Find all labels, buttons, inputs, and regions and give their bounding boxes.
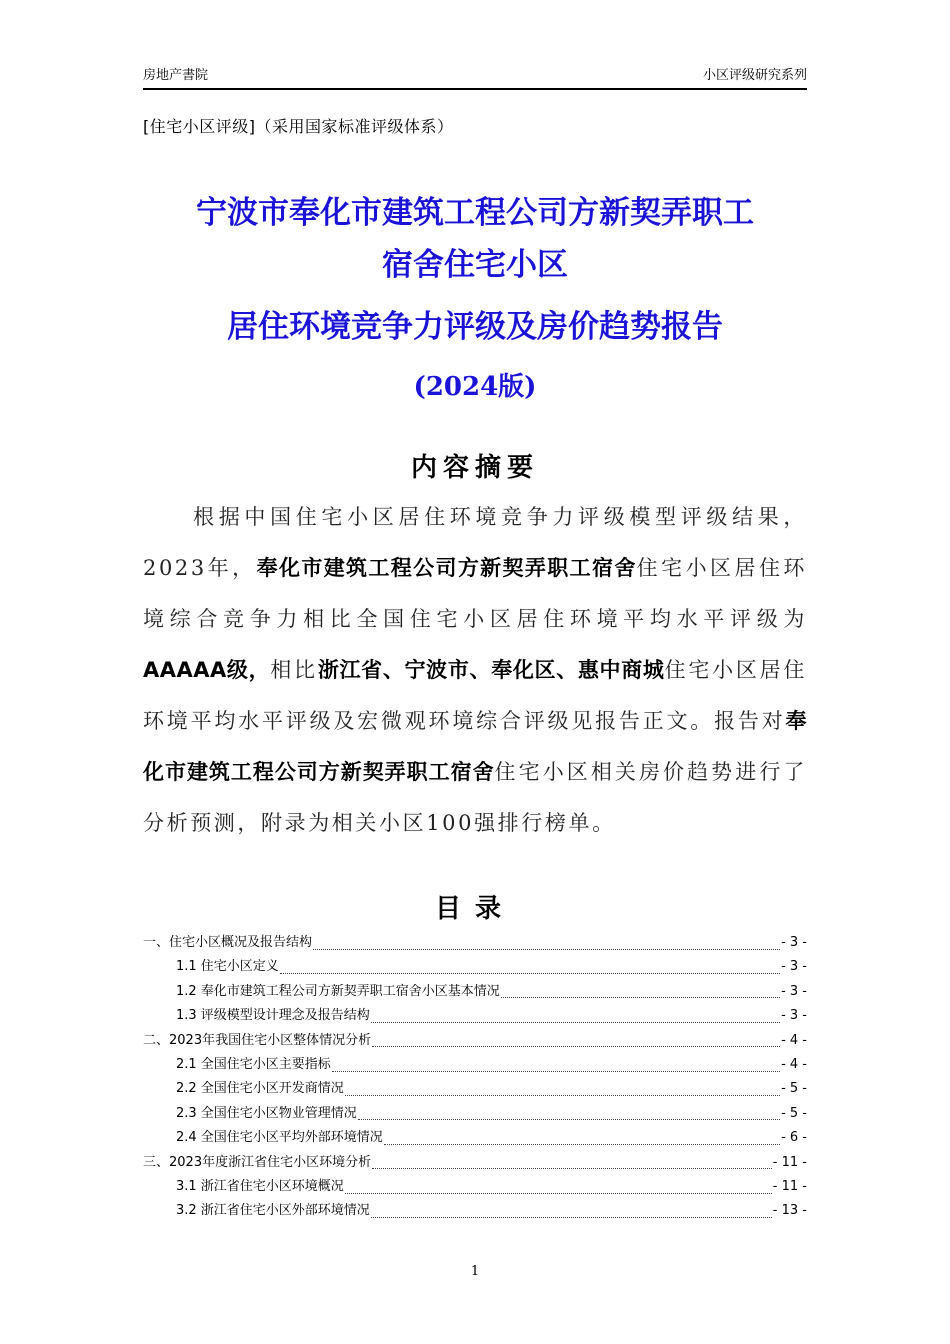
toc-entry-page: - 4 - — [781, 1056, 807, 1072]
toc-entry[interactable] — [143, 981, 807, 1005]
toc-leader-dots — [332, 1061, 780, 1072]
toc-entry[interactable] — [143, 1176, 807, 1200]
series-name: 小区评级研究系列 — [702, 68, 807, 83]
toc-leader-dots — [384, 1134, 780, 1145]
abstract-segment-bold: 浙江省、宁波市、奉化区、惠中商城 — [317, 658, 665, 682]
toc-entry[interactable] — [143, 1030, 807, 1054]
abstract-segment: 相比 — [270, 658, 318, 682]
abstract-segment: 住宅小区居住环境综合竞争力相比全国住宅小区居住环境平均水平评级为 — [143, 556, 808, 631]
toc-entry[interactable] — [143, 1005, 807, 1029]
toc-entry-label: 2.4 全国住宅小区平均外部环境情况 — [176, 1130, 383, 1146]
toc-entry-page: - 6 - — [781, 1130, 807, 1146]
toc-entry-page: - 4 - — [781, 1032, 807, 1048]
toc-entry-label: 3.2 浙江省住宅小区外部环境情况 — [176, 1203, 370, 1219]
toc-entry-page: - 3 - — [781, 935, 807, 950]
toc-entry-label: 2.1 全国住宅小区主要指标 — [176, 1056, 331, 1072]
page-header — [143, 66, 807, 90]
abstract-segment-bold: 奉化市建筑工程公司方新契弄职工宿舍 — [256, 556, 637, 580]
toc-leader-dots — [371, 1012, 780, 1023]
toc-entry-label: 二、2023年我国住宅小区整体情况分析 — [143, 1032, 372, 1048]
toc-leader-dots — [313, 939, 780, 950]
title-line-2: 宿舍住宅小区 — [382, 247, 568, 283]
toc-entry-label: 2.3 全国住宅小区物业管理情况 — [176, 1105, 357, 1121]
document-tag: [住宅小区评级]（采用国家标准评级体系） — [143, 117, 454, 136]
title-line-3: 居住环境竞争力评级及房价趋势报告 — [227, 309, 723, 345]
toc-entry[interactable] — [143, 956, 807, 980]
table-of-contents — [143, 932, 807, 1225]
toc-entry[interactable] — [143, 1127, 807, 1151]
toc-entry-label: 1.1 住宅小区定义 — [176, 959, 279, 975]
page-number: 1 — [470, 1264, 480, 1279]
toc-entry-label: 2.2 全国住宅小区开发商情况 — [176, 1081, 344, 1097]
toc-entry-label: 三、2023年度浙江省住宅小区环境分析 — [143, 1154, 372, 1170]
abstract-paragraph — [143, 492, 807, 849]
toc-entry[interactable] — [143, 932, 807, 956]
toc-entry[interactable] — [143, 1054, 807, 1078]
toc-entry-label: 1.3 评级模型设计理念及报告结构 — [176, 1008, 370, 1024]
toc-entry-page: - 13 - — [772, 1203, 807, 1219]
toc-entry-page: - 5 - — [781, 1081, 807, 1097]
toc-entry[interactable] — [143, 1103, 807, 1127]
toc-heading: 目录 — [434, 894, 515, 924]
title-edition: (2024版) — [413, 372, 537, 402]
toc-entry-label: 3.1 浙江省住宅小区环境概况 — [176, 1178, 344, 1194]
toc-entry[interactable] — [143, 1200, 807, 1224]
toc-entry-page: - 5 - — [781, 1105, 807, 1121]
toc-entry-page: - 11 - — [772, 1154, 807, 1170]
toc-entry-label: 1.2 奉化市建筑工程公司方新契弄职工宿舍小区基本情况 — [176, 983, 500, 999]
abstract-segment-bold: 奉化市建筑工程公司方新契弄职工宿舍 — [143, 709, 807, 784]
toc-entry[interactable] — [143, 1078, 807, 1102]
toc-entry-page: - 11 - — [772, 1178, 807, 1194]
title-line-1: 宁波市奉化市建筑工程公司方新契弄职工 — [196, 195, 754, 231]
toc-leader-dots — [372, 1158, 772, 1169]
toc-leader-dots — [345, 1085, 780, 1096]
abstract-segment: 住宅小区相关房价趋势进行了分析预测，附录为相关小区100强排行榜单。 — [143, 760, 807, 835]
toc-leader-dots — [358, 1109, 780, 1120]
toc-entry[interactable] — [143, 1152, 807, 1176]
toc-entry-label: 一、住宅小区概况及报告结构 — [143, 935, 313, 950]
toc-entry-page: - 3 - — [781, 983, 807, 999]
toc-entry-page: - 3 - — [781, 1008, 807, 1024]
publisher-name: 房地产書院 — [143, 68, 209, 83]
abstract-segment: 住宅小区居住环境平均水平评级及宏微观环境综合评级见报告正文。报告对 — [143, 658, 808, 733]
toc-leader-dots — [345, 1183, 772, 1194]
toc-leader-dots — [371, 1207, 772, 1218]
abstract-segment-bold: AAAAA级， — [143, 658, 271, 682]
abstract-segment: 根据中国住宅小区居住环境竞争力评级模型评级结果，2023年， — [143, 505, 807, 580]
toc-leader-dots — [372, 1036, 780, 1047]
toc-entry-page: - 3 - — [781, 959, 807, 975]
abstract-heading: 内容摘要 — [410, 453, 539, 483]
toc-leader-dots — [501, 987, 780, 998]
toc-leader-dots — [280, 963, 780, 974]
